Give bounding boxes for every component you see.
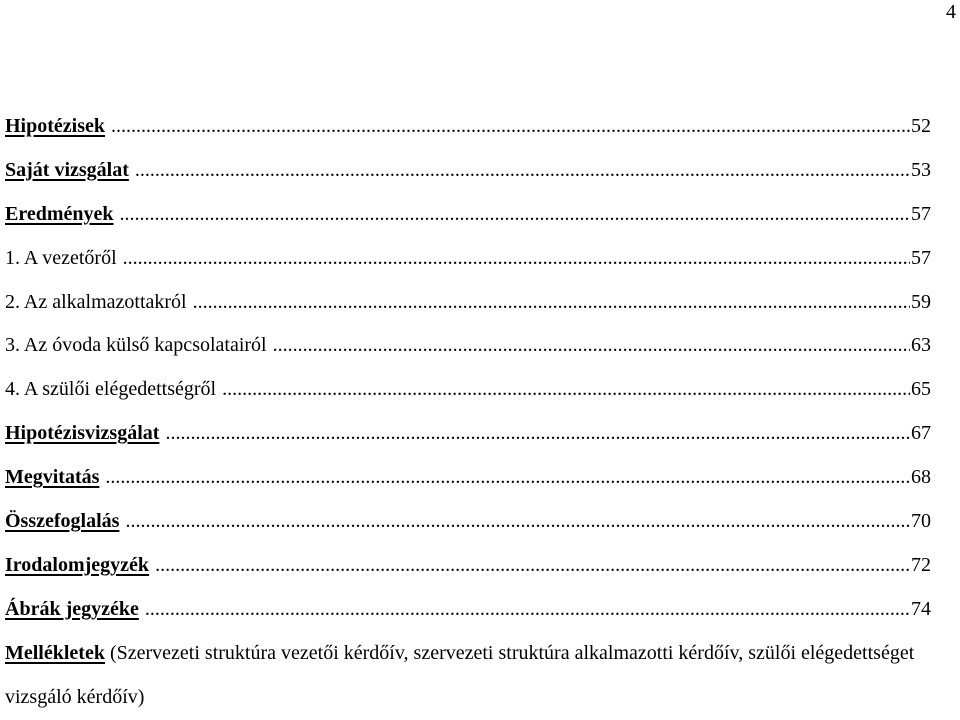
toc-entry-page: 59 [911,290,931,313]
toc-entry-osszefoglalas[interactable] [5,500,931,544]
toc-entry-eredmenyek[interactable] [5,193,931,237]
appendix-description: (Szervezeti struktúra vezetői kérdőív, szervezeti struktúra alkalmazotti kérdőív, szülői elégedettséget vizsgáló kérdőív) [5,641,915,708]
toc-entry-sajat-vizsgalat[interactable] [5,149,931,193]
toc-entry-label: Saját vizsgálat [5,158,129,181]
toc-entry-page: 74 [911,597,931,620]
toc-entry-label: Hipotézisvizsgálat [5,422,160,445]
toc-entry-label: 3. Az óvoda külső kapcsolatairól [5,334,267,357]
toc-entry-label: Ábrák jegyzéke [5,597,139,620]
dot-leader [222,368,910,412]
toc-entry-hipotezisvizsgalat[interactable] [5,412,931,456]
dot-leader [145,588,910,632]
dot-leader [125,500,910,544]
table-of-contents [5,105,931,720]
toc-entry-alkalmazottakrol[interactable] [5,281,931,325]
toc-entry-szuloi-elegedettsegrol[interactable] [5,368,931,412]
toc-entry-megvitatas[interactable] [5,456,931,500]
dot-leader [155,544,910,588]
dot-leader [193,281,910,325]
toc-entry-page: 65 [911,378,931,401]
toc-entry-page: 53 [911,158,931,181]
toc-entry-label: Megvitatás [5,466,100,489]
toc-entry-label: 2. Az alkalmazottakról [5,290,187,313]
toc-entry-irodalomjegyzek[interactable] [5,544,931,588]
toc-entry-page: 68 [911,466,931,489]
toc-entry-mellekletek[interactable] [5,632,960,720]
dot-leader [120,193,910,237]
toc-entry-page: 57 [911,246,931,269]
dot-leader [123,237,910,281]
dot-leader [135,149,910,193]
toc-entry-kulso-kapcsolatairol[interactable] [5,324,931,368]
toc-entry-page: 67 [911,422,931,445]
toc-entry-label: 4. A szülői elégedettségről [5,378,217,401]
appendix-heading: Mellékletek [5,641,105,664]
toc-entry-label: Hipotézisek [5,115,105,137]
toc-entry-page: 72 [911,553,931,576]
dot-leader [111,105,910,149]
toc-entry-page: 57 [911,202,931,225]
toc-entry-page: 70 [911,510,931,533]
toc-entry-page: 63 [911,334,931,357]
toc-entry-label: Irodalomjegyzék [5,553,150,576]
toc-entry-label: Összefoglalás [5,510,120,533]
dot-leader [105,456,910,500]
toc-entry-hipotezisek[interactable] [5,105,931,149]
toc-entry-label: 1. A vezetőről [5,246,117,269]
dot-leader [165,412,910,456]
toc-entry-abrak-jegyzeke[interactable] [5,588,931,632]
toc-entry-vezetorol[interactable] [5,237,931,281]
toc-entry-label: Eredmények [5,202,114,225]
dot-leader [273,324,910,368]
page-number: 4 [946,1,956,23]
toc-entry-page: 52 [911,115,931,137]
